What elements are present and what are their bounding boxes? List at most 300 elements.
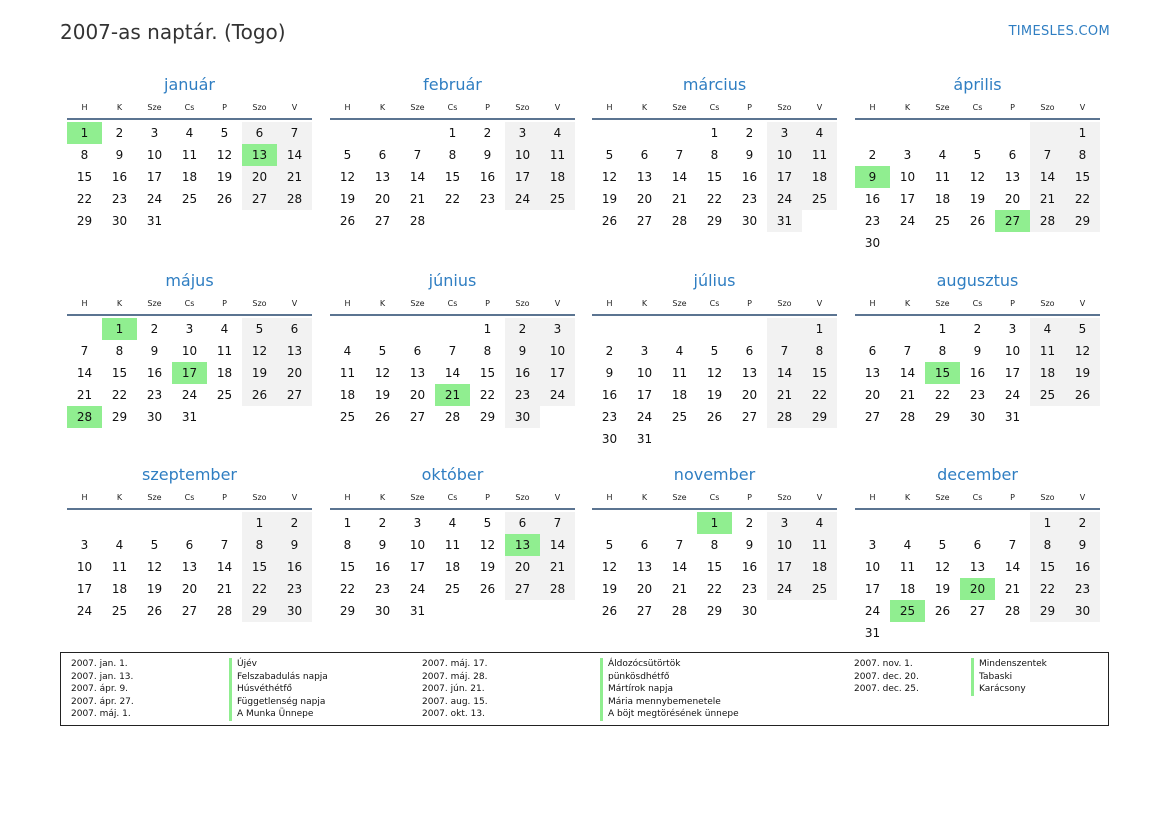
week-row: [855, 600, 1100, 622]
day-cell: 13: [864, 366, 881, 380]
day-cell: 19: [706, 388, 723, 402]
week-row: [67, 144, 312, 166]
day-cell: 21: [277, 166, 312, 188]
day-cell: 16: [969, 366, 986, 380]
day-cell: 4: [448, 516, 457, 530]
holiday-name: Áldozócsütörtök: [600, 658, 739, 671]
day-cell: 14: [444, 366, 461, 380]
weekday-label: Szo: [252, 103, 267, 112]
day-cell: 17: [767, 556, 802, 578]
brand-link[interactable]: TIMESLES.COM: [1008, 24, 1110, 39]
day-cell: 12: [601, 560, 618, 574]
day-cell: 21: [216, 582, 233, 596]
day-cell: 18: [1030, 362, 1065, 384]
day-cell: 20: [409, 388, 426, 402]
week-row: [67, 122, 312, 144]
day-cell: 20: [864, 388, 881, 402]
empty-cell: [802, 210, 837, 232]
holiday-name: Újév: [229, 658, 328, 671]
day-cell: 9: [277, 534, 312, 556]
day-cell: 24: [505, 188, 540, 210]
month-7: [855, 268, 1100, 428]
day-cell: 1: [1065, 122, 1100, 144]
day-cell: 18: [802, 166, 837, 188]
week-row: [592, 362, 837, 384]
day-cell: 30: [277, 600, 312, 622]
weekday-header: [67, 488, 312, 510]
empty-cell: [67, 318, 102, 340]
day-cell: 23: [277, 578, 312, 600]
day-cell: 24: [181, 388, 198, 402]
weekday-header: [330, 98, 575, 120]
day-cell: 28: [444, 410, 461, 424]
day-cell: 26: [216, 192, 233, 206]
weekday-label: Sze: [672, 299, 687, 308]
day-cell: 29: [339, 604, 356, 618]
day-cell: 1: [483, 322, 492, 336]
weekday-label: Cs: [972, 299, 983, 308]
month-name: február: [423, 75, 482, 94]
month-name: június: [428, 271, 477, 290]
empty-cell: [1030, 122, 1065, 144]
empty-cell: [242, 406, 277, 428]
weekday-label: V: [554, 493, 561, 502]
weekday-label: Sze: [147, 103, 162, 112]
empty-cell: [697, 428, 732, 450]
day-cell: 8: [938, 344, 947, 358]
day-cell: 28: [540, 578, 575, 600]
day-cell: 29: [76, 214, 93, 228]
day-cell: 18: [216, 366, 233, 380]
day-cell: 22: [479, 388, 496, 402]
empty-cell: [995, 122, 1030, 144]
empty-cell: [540, 406, 575, 428]
day-cell: 15: [111, 366, 128, 380]
day-cell: 10: [899, 170, 916, 184]
week-row: [592, 512, 837, 534]
empty-cell: [890, 318, 925, 340]
day-cell: 27: [969, 604, 986, 618]
week-row: [330, 600, 575, 622]
day-cell: 7: [448, 344, 457, 358]
weekday-label: Sze: [672, 103, 687, 112]
empty-cell: [67, 512, 102, 534]
day-cell: 10: [540, 340, 575, 362]
week-row: [855, 166, 1100, 188]
weekday-label: K: [641, 299, 648, 308]
day-cell: 25: [890, 600, 925, 622]
month-3: [855, 72, 1100, 254]
day-cell: 3: [1008, 322, 1017, 336]
day-cell: 29: [934, 410, 951, 424]
day-cell: 4: [938, 148, 947, 162]
empty-cell: [102, 512, 137, 534]
day-cell: 20: [741, 388, 758, 402]
day-cell: 8: [343, 538, 352, 552]
day-cell: 3: [150, 126, 159, 140]
day-cell: 16: [111, 170, 128, 184]
empty-cell: [925, 122, 960, 144]
empty-cell: [592, 122, 627, 144]
weekday-label: H: [869, 299, 876, 308]
holiday-date: 2007. máj. 28.: [422, 671, 488, 682]
day-cell: 24: [636, 410, 653, 424]
day-cell: 26: [374, 410, 391, 424]
week-row: [592, 122, 837, 144]
day-cell: 9: [745, 538, 754, 552]
weekday-label: V: [816, 103, 823, 112]
weekday-label: V: [816, 299, 823, 308]
week-row: [330, 340, 575, 362]
day-cell: 14: [1004, 560, 1021, 574]
day-cell: 20: [636, 192, 653, 206]
holiday-date: 2007. dec. 20.: [854, 671, 919, 682]
week-row: [855, 578, 1100, 600]
day-cell: 4: [540, 122, 575, 144]
week-row: [592, 340, 837, 362]
week-row: [592, 600, 837, 622]
day-cell: 25: [339, 410, 356, 424]
day-cell: 16: [374, 560, 391, 574]
day-cell: 3: [767, 122, 802, 144]
day-cell: 5: [710, 344, 719, 358]
month-name: július: [693, 271, 736, 290]
day-cell: 19: [601, 582, 618, 596]
weekday-label: Szo: [252, 493, 267, 502]
day-cell: 16: [277, 556, 312, 578]
empty-cell: [1030, 622, 1065, 644]
day-cell: 19: [1065, 362, 1100, 384]
weekday-label: Szo: [515, 103, 530, 112]
day-cell: 15: [444, 170, 461, 184]
day-cell: 10: [767, 144, 802, 166]
week-row: [855, 188, 1100, 210]
day-cell: 1: [242, 512, 277, 534]
day-cell: 1: [343, 516, 352, 530]
day-cell: 28: [671, 214, 688, 228]
day-cell: 7: [413, 148, 422, 162]
empty-cell: [242, 210, 277, 232]
day-cell: 12: [706, 366, 723, 380]
day-cell: 19: [969, 192, 986, 206]
week-row: [855, 122, 1100, 144]
day-cell: 17: [76, 582, 93, 596]
weekday-label: H: [344, 493, 351, 502]
empty-cell: [662, 512, 697, 534]
day-cell: 19: [374, 388, 391, 402]
day-cell: 21: [1004, 582, 1021, 596]
month-8: [67, 462, 312, 622]
day-cell: 13: [505, 534, 540, 556]
weekday-label: K: [116, 103, 123, 112]
day-cell: 11: [899, 560, 916, 574]
day-cell: 24: [409, 582, 426, 596]
day-cell: 19: [146, 582, 163, 596]
day-cell: 10: [146, 148, 163, 162]
day-cell: 6: [505, 512, 540, 534]
week-row: [67, 534, 312, 556]
day-cell: 12: [934, 560, 951, 574]
holiday-date: 2007. dec. 25.: [854, 684, 919, 694]
day-cell: 22: [1030, 578, 1065, 600]
holiday-date: 2007. okt. 13.: [422, 709, 485, 719]
day-cell: 26: [146, 604, 163, 618]
day-cell: 19: [479, 560, 496, 574]
week-row: [855, 556, 1100, 578]
day-cell: 17: [172, 362, 207, 384]
day-cell: 24: [864, 604, 881, 618]
day-cell: 6: [640, 148, 649, 162]
empty-cell: [207, 512, 242, 534]
week-row: [330, 578, 575, 600]
weekday-label: P: [222, 493, 227, 502]
holiday-name: Mártírok napja: [600, 683, 739, 696]
day-cell: 30: [741, 604, 758, 618]
day-cell: 16: [601, 388, 618, 402]
day-cell: 10: [505, 144, 540, 166]
month-11: [855, 462, 1100, 644]
day-cell: 25: [671, 410, 688, 424]
week-row: [67, 384, 312, 406]
week-row: [855, 512, 1100, 534]
empty-cell: [435, 318, 470, 340]
day-cell: 11: [1030, 340, 1065, 362]
week-row: [330, 122, 575, 144]
month-9: [330, 462, 575, 622]
week-row: [330, 166, 575, 188]
day-cell: 24: [767, 188, 802, 210]
day-cell: 16: [479, 170, 496, 184]
day-cell: 4: [220, 322, 229, 336]
day-cell: 7: [1030, 144, 1065, 166]
weekday-label: Sze: [410, 299, 425, 308]
day-cell: 21: [76, 388, 93, 402]
day-cell: 1: [1030, 512, 1065, 534]
weekday-label: Sze: [935, 493, 950, 502]
day-cell: 21: [1030, 188, 1065, 210]
empty-cell: [890, 232, 925, 254]
weekday-header: [592, 294, 837, 316]
week-row: [592, 578, 837, 600]
week-row: [330, 534, 575, 556]
weekday-label: K: [379, 299, 386, 308]
day-cell: 15: [479, 366, 496, 380]
day-cell: 10: [864, 560, 881, 574]
day-cell: 4: [115, 538, 124, 552]
week-row: [330, 512, 575, 534]
day-cell: 31: [767, 210, 802, 232]
day-cell: 17: [409, 560, 426, 574]
day-cell: 5: [483, 516, 492, 530]
day-cell: 7: [767, 340, 802, 362]
day-cell: 7: [675, 538, 684, 552]
day-cell: 20: [277, 362, 312, 384]
day-cell: 26: [1065, 384, 1100, 406]
day-cell: 20: [374, 192, 391, 206]
day-cell: 14: [671, 560, 688, 574]
week-row: [592, 188, 837, 210]
month-name: november: [673, 465, 756, 484]
day-cell: 12: [216, 148, 233, 162]
day-cell: 22: [706, 192, 723, 206]
day-cell: 9: [745, 148, 754, 162]
weekday-label: H: [81, 299, 88, 308]
weekday-label: Cs: [447, 493, 458, 502]
week-row: [855, 318, 1100, 340]
day-cell: 6: [640, 538, 649, 552]
day-cell: 19: [934, 582, 951, 596]
day-cell: 15: [76, 170, 93, 184]
day-cell: 18: [339, 388, 356, 402]
week-row: [855, 340, 1100, 362]
empty-cell: [662, 318, 697, 340]
day-cell: 13: [181, 560, 198, 574]
day-cell: 28: [899, 410, 916, 424]
empty-cell: [592, 318, 627, 340]
month-name: augusztus: [936, 271, 1019, 290]
day-cell: 23: [505, 384, 540, 406]
month-0: [67, 72, 312, 232]
day-cell: 4: [343, 344, 352, 358]
day-cell: 4: [675, 344, 684, 358]
weekday-label: H: [344, 103, 351, 112]
day-cell: 13: [277, 340, 312, 362]
week-row: [855, 406, 1100, 428]
weekday-label: H: [81, 493, 88, 502]
day-cell: 2: [115, 126, 124, 140]
day-cell: 13: [741, 366, 758, 380]
weekday-label: Cs: [184, 299, 195, 308]
weekday-label: V: [816, 493, 823, 502]
day-cell: 13: [374, 170, 391, 184]
day-cell: 22: [242, 578, 277, 600]
empty-cell: [400, 318, 435, 340]
day-cell: 17: [636, 388, 653, 402]
empty-cell: [960, 622, 995, 644]
week-row: [855, 232, 1100, 254]
day-cell: 7: [540, 512, 575, 534]
day-cell: 5: [605, 148, 614, 162]
month-name: április: [953, 75, 1002, 94]
day-cell: 28: [277, 188, 312, 210]
day-cell: 12: [969, 170, 986, 184]
day-cell: 10: [76, 560, 93, 574]
day-cell: 5: [378, 344, 387, 358]
week-row: [330, 362, 575, 384]
week-row: [592, 384, 837, 406]
empty-cell: [1065, 622, 1100, 644]
day-cell: 18: [934, 192, 951, 206]
day-cell: 15: [1065, 166, 1100, 188]
weekday-header: [67, 98, 312, 120]
day-cell: 21: [671, 582, 688, 596]
weekday-label: Sze: [410, 493, 425, 502]
day-cell: 9: [505, 340, 540, 362]
empty-cell: [172, 210, 207, 232]
weekday-label: Szo: [252, 299, 267, 308]
day-cell: 19: [601, 192, 618, 206]
month-name: szeptember: [141, 465, 237, 484]
week-row: [67, 578, 312, 600]
empty-cell: [1065, 406, 1100, 428]
weekday-header: [330, 488, 575, 510]
empty-cell: [960, 232, 995, 254]
empty-cell: [277, 406, 312, 428]
day-cell: 4: [802, 122, 837, 144]
day-cell: 10: [767, 534, 802, 556]
weekday-label: Cs: [184, 493, 195, 502]
day-cell: 23: [969, 388, 986, 402]
weekday-header: [855, 488, 1100, 510]
day-cell: 8: [710, 148, 719, 162]
day-cell: 23: [111, 192, 128, 206]
day-cell: 23: [741, 582, 758, 596]
weekday-label: Szo: [1040, 103, 1055, 112]
holiday-name: Karácsony: [971, 683, 1047, 696]
day-cell: 3: [185, 322, 194, 336]
day-cell: 10: [1004, 344, 1021, 358]
day-cell: 26: [601, 604, 618, 618]
holiday-name: Felszabadulás napja: [229, 671, 328, 684]
empty-cell: [540, 210, 575, 232]
weekday-label: H: [81, 103, 88, 112]
week-row: [855, 534, 1100, 556]
day-cell: 30: [1065, 600, 1100, 622]
month-name: március: [682, 75, 747, 94]
weekday-label: Szo: [777, 299, 792, 308]
day-cell: 8: [802, 340, 837, 362]
day-cell: 20: [960, 578, 995, 600]
day-cell: 28: [767, 406, 802, 428]
week-row: [330, 144, 575, 166]
day-cell: 12: [146, 560, 163, 574]
day-cell: 31: [864, 626, 881, 640]
day-cell: 4: [1030, 318, 1065, 340]
weekday-label: K: [116, 299, 123, 308]
holiday-date: 2007. máj. 17.: [422, 659, 488, 669]
day-cell: 30: [374, 604, 391, 618]
day-cell: 30: [146, 410, 163, 424]
day-cell: 12: [601, 170, 618, 184]
day-cell: 24: [899, 214, 916, 228]
day-cell: 8: [448, 148, 457, 162]
week-row: [855, 210, 1100, 232]
day-cell: 2: [483, 126, 492, 140]
day-cell: 14: [671, 170, 688, 184]
week-row: [330, 556, 575, 578]
day-cell: 21: [409, 192, 426, 206]
empty-cell: [592, 512, 627, 534]
day-cell: 27: [505, 578, 540, 600]
weekday-label: Sze: [935, 299, 950, 308]
day-cell: 18: [181, 170, 198, 184]
day-cell: 17: [146, 170, 163, 184]
day-cell: 27: [995, 210, 1030, 232]
holiday-date: 2007. ápr. 9.: [71, 684, 129, 694]
day-cell: 10: [636, 366, 653, 380]
day-cell: 16: [505, 362, 540, 384]
weekday-label: H: [606, 493, 613, 502]
day-cell: 1: [67, 122, 102, 144]
day-cell: 6: [973, 538, 982, 552]
day-cell: 2: [973, 322, 982, 336]
day-cell: 20: [242, 166, 277, 188]
day-cell: 26: [969, 214, 986, 228]
month-6: [592, 268, 837, 450]
day-cell: 27: [374, 214, 391, 228]
day-cell: 16: [864, 192, 881, 206]
weekday-label: P: [747, 299, 752, 308]
